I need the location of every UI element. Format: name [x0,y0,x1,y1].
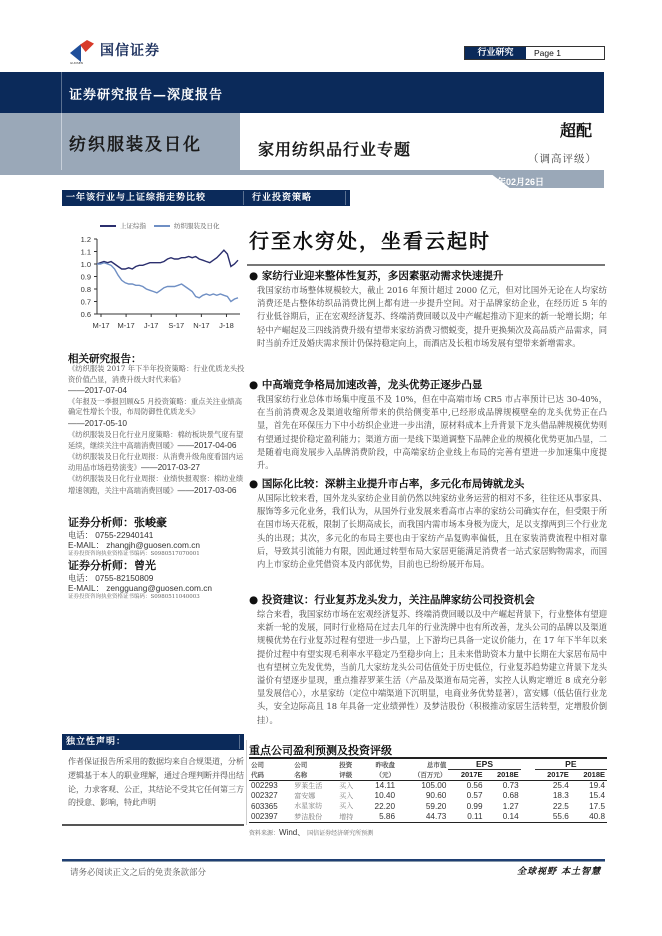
date-band [0,170,604,188]
divider [247,264,605,266]
cell-mcap: 105.00 [421,781,447,790]
cell-eps17: 0.56 [466,781,483,790]
cell-eps17: 0.57 [466,791,483,801]
divider [246,740,247,825]
section-heading: ● 中高端竞争格局加速改善，龙头优势正逐步凸显 [249,379,483,391]
cell-eps18: 0.68 [502,791,519,801]
footer-divider [62,859,605,862]
svg-text:S-17: S-17 [168,321,185,330]
analyst-phone: 电话： 0755-82150809 [68,573,154,583]
cell-pe17: 25.4 [552,781,569,790]
analyst-name: 证券分析师：张峻豪 [68,516,167,529]
cell-name: 富安娜 [294,791,316,800]
legend-index: 上证综指 [120,222,146,230]
analyst-cert: 证券投资咨询执业资格证书编码：S0980511040003 [68,594,200,600]
svg-text:M-17: M-17 [117,321,135,330]
logo-text: 国信证券 [100,43,160,59]
cell-eps18: 0.73 [502,781,519,790]
svg-text:1.2: 1.2 [80,235,91,244]
chart-title: 一年该行业与上证综指走势比较 [66,193,207,203]
cell-code: 002293 [251,781,278,790]
analyst-cert: 证券投资咨询执业资格证书编码：S0980517070001 [68,551,200,557]
chart-plot [62,208,248,338]
cell-pe17: 55.6 [552,812,569,821]
section-body: 综合来看，我国家纺市场在宏观经济复苏、终端消费回暖以及中产崛起背景下，行业整体有望迎来新一轮的发展，同时行业格局在过去几年的行业洗牌中也有所改善，龙头公司的品牌以及渠道规模优势在行业复苏过程有望进一步凸显，上下游均已具备一定议价能力，在 17 年下半年以来提价过程中有望实现毛利率水平稳定乃至稳步向上；且未来借助资本力量中长期在大家居布局中也有望树立先发优势，当前几大家纺龙头公司估值处于历史低位，行业复苏趋势建立背景下龙头溢价有望逐步显现，重点推荐罗莱生活（产品及渠道布局完善，实控人认购定增近 8 成充分彰显发展信心），水星家纺（定位中端渠道下沉明显，电商业务优势显著），富安娜（低估值行业龙头，安全边际高且 18 年具备一定业绩弹性）及梦洁股份（积极推动家居生活转型，定增股价倒挂）。 [257,609,607,725]
svg-text:J-17: J-17 [143,321,159,330]
related-report[interactable]: 《纺织服装及日化行业周报：从消费升级角度看国内运动用品市场趋势演变》——2017-03-27 [68,451,244,473]
section-label: 行业研究 [465,47,526,59]
headline: 行至水穷处，坐看云起时 [249,229,491,253]
logo-mark-icon: GUOSEN [70,40,96,60]
section-heading: ● 投资建议：行业复苏龙头发力，关注品牌家纺公司投资机会 [249,594,535,606]
col-group-eps: EPS [448,758,520,770]
section-body: 从国际比较来看，国外龙头家纺企业目前仍然以纯家纺业务运营的相对不多，往往还从事家具、服饰等多元化业务，我们认为，从国外行业发展来看高市占率的家纺公司确实存在，但受限于所在国市场天花板，限制了长期高成长，而我国内需市场本身极为庞大，足以支撑两到三个行业龙头的出现；其次，多元化的布局主要也由于家纺产品复购率偏低，且在家装消费流程中相对靠后，导致其引流能力有限，因此通过转型布局大家居更能满足消费者一站式家居购物需求，而国内上市家纺企业凭借资本及内部优势，目前也已纷纷展开布局。 [257,493,607,570]
analyst-email[interactable]: E-MAIL： zengguang@guosen.com.cn [68,583,213,593]
cell-mcap: 90.60 [425,791,447,801]
analyst-card [68,516,248,559]
analyst-card [68,559,248,602]
rating-note: （调高评级） [528,153,597,165]
svg-text:0.9: 0.9 [80,272,91,282]
independence-header [62,734,244,750]
analyst-name: 证券分析师：曾光 [68,559,156,572]
cell-eps17: 0.99 [466,801,483,811]
table-row [249,801,607,812]
rating: 超配 [560,121,593,140]
section-body: 我国家纺市场整体规模较大，截止 2016 年预计超过 2000 亿元，但对比国外无论在人均家纺消费还是占整体纺织品消费比例上都有进一步提升空间。对于品牌家纺企业，在经历近 5 年的行业低谷期后，正在宏观经济复苏、终端消费回暖以及中产崛起推动下迎来的新一轮增长期；年轻中产崛起及三四线消费升级有望带来家纺消费习惯蜕变，提升更换频次及高品质产品需求，同时当前乔迁及婚庆需求预计仍保持稳定向上，而酒店及长租市场发展有望带来新增需求。 [257,285,607,348]
section-heading: ● 家纺行业迎来整体性复苏，多因素驱动需求快速提升 [249,270,504,282]
cell-pe18: 17.5 [589,801,605,811]
section-body: 我国家纺行业总体市场集中度虽不及 10%，但在中高端市场 CR5 市占率预计已达 30-40%，在当前消费观念及渠道收缩所带来的供给侧变革中,已经形成品牌规模壁垒的龙头优势正在凸显，首先在环保压力下中小纺织企业进一步出清，原材料成本上升背景下龙头借品牌规模优势则有望通过提价稳定盈利能力；渠道方面一是线下渠道调整下品牌企业的规模化优势更加凸显，二是随着电商发展步入品牌消费阶段，中高端家纺企业线上布局的完善有望进一步加速集中度提升。 [257,394,607,471]
svg-text:0.8: 0.8 [80,285,91,294]
table-row [249,780,607,791]
page-number: Page 1 [526,47,604,59]
footer-slogan: 全球视野 本土智慧 [517,867,602,877]
cell-name: 水星家纺 [294,802,323,811]
svg-text:M-17: M-17 [92,321,110,330]
industry-band [0,113,240,170]
footer-disclaimer: 请务必阅读正文之后的免责条款部分 [70,868,207,878]
report-type: 证券研究报告—深度报告 [69,88,224,103]
cell-rating: 增持 [339,812,354,821]
related-reports-list [68,364,246,496]
cell-code: 002327 [251,791,278,801]
cell-rating: 买入 [339,791,354,800]
cell-close: 10.40 [374,791,396,801]
related-report[interactable]: 《年报及一季报回顾&5 月投资策略：重点关注业绩高确定性增长个股，布局防御性优质龙头》 ——2017-05-10 [68,396,242,428]
independence-title: 独立性声明： [66,737,127,747]
table-title: 重点公司盈利预测及投资评级 [249,744,392,757]
col-header: 投资 [339,760,353,769]
forecast-table: 公司 公司 投资 昨收盘 总市值 EPS PE 代码 名称 评级 （元） （百万元） 2017E 2018E 2017E 2018E 002293 罗莱生活 买入 14.11 105.00 0.56 0.73 25.4 19.4 002327 富安娜 买入 10.40 90.60 0.57 0.68 18.3 15.4 603365 水星家纺 买入 22.20 59.20 0.99 1.27 22.5 17.5 002397 梦洁股份 增持 5.86 44.73 0.11 0.14 55.6 40.8 [251,759,605,821]
cell-pe18: 19.4 [589,781,605,790]
report-type-band [0,72,604,113]
cell-name: 罗莱生活 [294,781,323,790]
cell-pe17: 18.3 [552,791,569,801]
strategy-section-header [248,190,350,206]
svg-text:1.0: 1.0 [80,260,91,269]
cell-close: 22.20 [374,801,396,811]
cell-rating: 买入 [339,781,354,790]
related-reports-title: 相关研究报告： [68,353,142,365]
chart-section-header [62,190,248,206]
cell-pe18: 40.8 [589,812,605,821]
strategy-label: 行业投资策略 [252,193,313,203]
cell-name: 梦洁股份 [294,812,323,821]
legend-industry: 纺织服装及日化 [174,222,220,230]
cell-pe17: 22.5 [552,801,569,811]
cell-eps17: 0.11 [467,812,483,821]
related-report[interactable]: 《纺织服装及日化行业周报：业绩快报观察：棉纺业绩增速领跑，关注中高端消费回暖》——2017-03-06 [68,473,244,495]
cell-pe18: 15.4 [589,791,605,801]
svg-text:0.6: 0.6 [80,310,91,319]
table-source: 资料来源：Wind、 国信证券经济研究所预测 [249,828,374,837]
table-row [249,812,607,823]
page-indicator [464,46,605,60]
cell-close: 14.11 [375,781,396,790]
analyst-email[interactable]: E-MAIL： zhangjh@guosen.com.cn [68,540,201,550]
cell-code: 002397 [251,812,278,821]
cell-mcap: 44.73 [425,812,447,821]
cell-eps18: 1.27 [502,801,519,811]
col-header: 公司 [294,760,308,769]
col-header: 公司 [251,760,264,769]
svg-text:0.7: 0.7 [80,297,91,307]
cell-close: 5.86 [379,812,396,821]
section-heading: ● 国际化比较：深耕主业提升市占率，多元化布局铸就龙头 [249,478,525,490]
cell-eps18: 0.14 [502,812,519,821]
svg-text:J-18: J-18 [219,321,234,330]
cell-rating: 买入 [339,802,354,811]
related-report[interactable]: 《纺织服装及日化行业月度策略：棉纺板块景气度有望延续，继续关注中高端消费回暖》——2017-04-06 [68,429,244,451]
svg-text:N-17: N-17 [193,321,210,330]
trend-chart [62,208,248,338]
report-date: 2018年02月26日 [476,177,544,187]
col-header: 昨收盘 [375,760,396,769]
cell-mcap: 59.20 [425,801,447,811]
report-subject: 家用纺织品行业专题 [258,140,412,159]
cell-code: 603365 [251,801,278,811]
divider [62,824,244,826]
guosen-logo [70,40,160,65]
col-group-pe: PE [535,758,607,770]
col-header: 总市值 [426,760,447,769]
analyst-phone: 电话： 0755-22940141 [68,530,154,540]
svg-text:1.1: 1.1 [80,247,91,257]
related-report[interactable]: 《纺织服装 2017 年下半年投资策略：行业优质龙头投资价值凸显，消费升级大时代来临》 ——2017-07-04 [68,364,245,396]
table-row [249,791,607,802]
independence-text: 作者保证报告所采用的数据均来自合规渠道，分析逻辑基于本人的职业理解，通过合理判断并得出结论，力求客观、公正，其结论不受其它任何第三方的授意、影响，特此声明 [68,757,244,808]
industry-name: 纺织服装及日化 [69,135,202,155]
